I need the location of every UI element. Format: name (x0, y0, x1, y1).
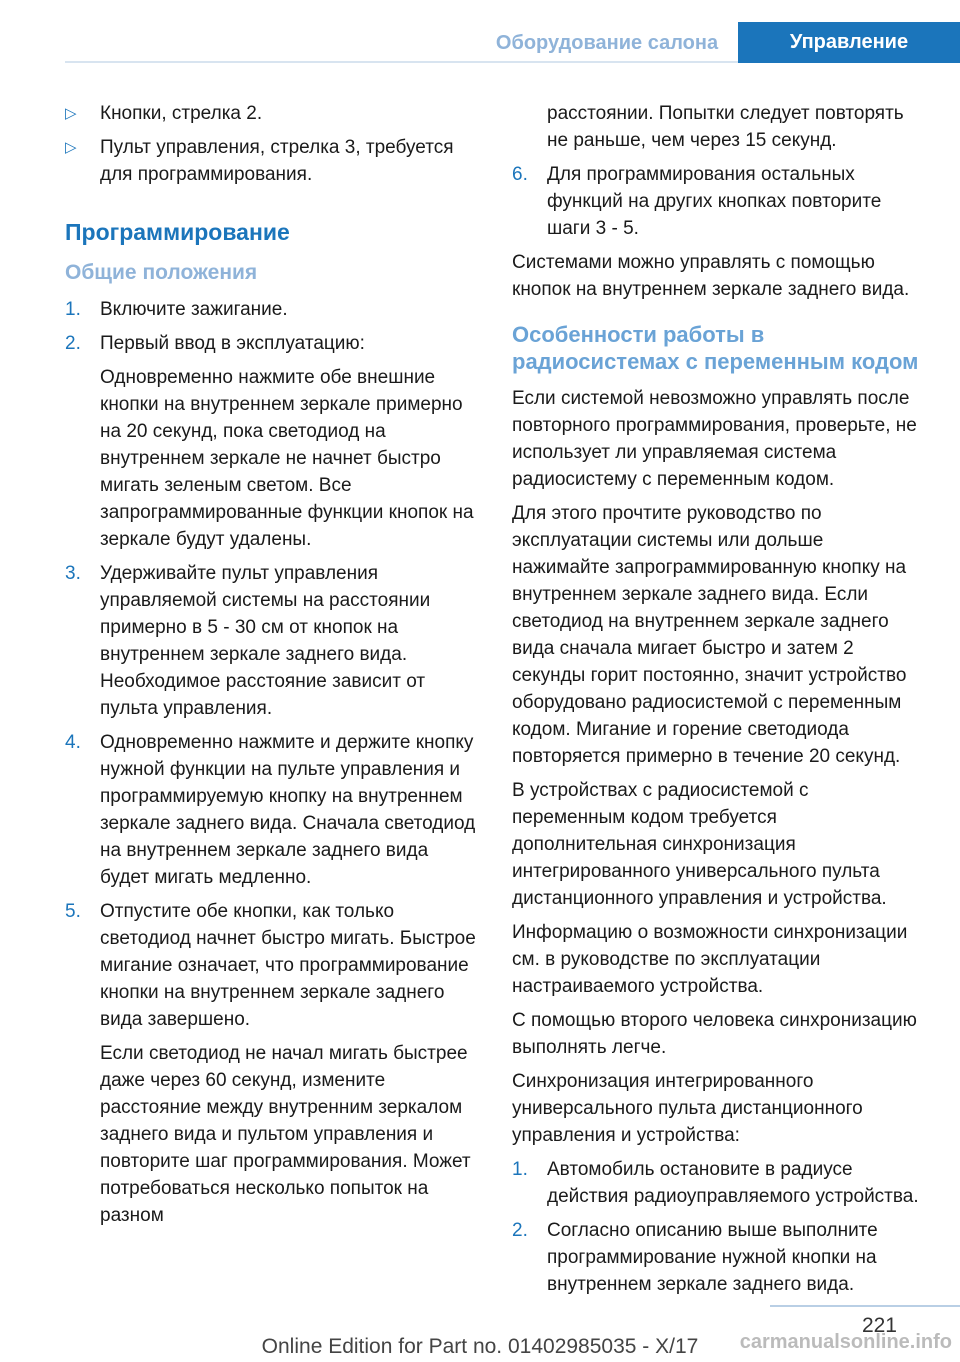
step-detail: Одновременно нажмите обе внешние кнопки на внутреннем зеркале примерно на 20 секунд, пока светодиод на внутреннем зеркале не начнет быстро мигать зеленым светом. Все запрограммированные функции кнопок на зеркале будут удалены. (100, 367, 474, 550)
step-text: Для программирования остальных функций на других кнопках повторите шаги 3 - 5. (547, 164, 882, 239)
step-text: Первый ввод в эксплуатацию: (100, 333, 365, 354)
list-item-text: Пульт управления, стрелка 3, требуется для программирования. (100, 137, 454, 185)
continued-text: расстоянии. Попытки следует повторять не раньше, чем через 15 секунд. (547, 103, 904, 151)
step-detail: Если светодиод не начал мигать быстрее даже через 60 секунд, измените расстояние между внутренним зеркалом заднего вида и пультом управления и повторите шаг программирования. Может потребоваться несколько попыток на разном (100, 1043, 471, 1226)
section-heading: Программирование (65, 219, 290, 245)
step-text: Одновременно нажмите и держите кнопку нужной функции на пульте управления и программируемую кнопку на внутреннем зеркале заднего вида. Сначала светодиод на внутреннем зеркале заднего вида будет мигать медленно. (100, 732, 476, 888)
paragraph: Синхронизация интегрированного универсального пульта дистанционного управления и устройства: (512, 1071, 863, 1146)
step-number: 3. (65, 563, 81, 584)
paragraph: С помощью второго человека синхронизацию выполнять легче. (512, 1010, 917, 1058)
paragraph: В устройствах с радиосистемой с переменным кодом требуется дополнительная синхронизация интегрированного универсального пульта дистанционного управления и устройства. (512, 780, 887, 909)
step-item (65, 330, 477, 357)
step-text: Согласно описанию выше выполните программирование нужной кнопки на внутреннем зеркале заднего вида. (547, 1220, 878, 1295)
step-text: Автомобиль остановите в радиусе действия радиоуправляемого устройства. (547, 1159, 919, 1207)
step-number: 1. (512, 1159, 528, 1180)
subsection-heading: Общие положения (65, 261, 258, 284)
step-number: 2. (65, 333, 81, 354)
page-number: 221 (861, 1314, 897, 1337)
left-column (65, 100, 477, 1236)
paragraph: Для этого прочтите руководство по эксплуатации системы или дольше нажимайте запрограммированную кнопку на внутреннем зеркале заднего вида. Если светодиод на внутреннем зеркале заднего вида сначала мигает быстро и затем 2 секунды горит постоянно, значит устройство оборудовано радиосистемой с переменным кодом. Мигание и горение светодиода повторяется примерно в течение 20 секунд. (512, 503, 907, 767)
step-number: 6. (512, 164, 528, 185)
watermark: carmanualsonline.info (739, 1331, 952, 1353)
step-text: Удерживайте пульт управления управляемой системы на расстоянии примерно в 5 - 30 см от кнопок на внутреннем зеркале заднего вида. Необходимое расстояние зависит от пульта управления. (100, 563, 431, 719)
step-number: 4. (65, 732, 81, 753)
list-item-text: Кнопки, стрелка 2. (100, 103, 263, 124)
step-item (512, 1217, 926, 1298)
step-item (512, 1156, 926, 1210)
triangle-bullet-icon: ▷ (65, 105, 77, 122)
right-column (512, 100, 926, 1305)
step-number: 5. (65, 901, 81, 922)
step-item (65, 898, 477, 1033)
section-tab[interactable]: Оборудование салона (495, 32, 719, 54)
paragraph: Если системой невозможно управлять после повторного программирования, проверьте, не использует ли управляемая система радиосистему с переменным кодом. (512, 388, 917, 490)
list-item (65, 134, 477, 188)
step-item (65, 296, 477, 323)
triangle-bullet-icon: ▷ (65, 139, 77, 156)
edition-footer: Online Edition for Part no. 01402985035 - X/17 (261, 1335, 699, 1358)
list-item (65, 100, 477, 127)
step-item (512, 161, 926, 242)
step-text: Включите зажигание. (100, 299, 288, 320)
footer-rule (770, 1305, 960, 1307)
step-item (65, 729, 477, 891)
chapter-tab[interactable]: Управление (738, 22, 960, 63)
step-number: 2. (512, 1220, 528, 1241)
paragraph: Информацию о возможности синхронизации см. в руководстве по эксплуатации настраиваемого устройства. (512, 922, 908, 997)
subsection-heading: Особенности работы в радиосистемах с переменным кодом (512, 322, 919, 374)
step-item (65, 560, 477, 722)
paragraph: Системами можно управлять с помощью кнопок на внутреннем зеркале заднего вида. (512, 252, 910, 300)
step-text: Отпустите обе кнопки, как только светодиод начнет быстро мигать. Быстрое мигание означает, что программирование кнопки на внутреннем зеркале заднего вида завершено. (100, 901, 476, 1030)
step-number: 1. (65, 299, 81, 320)
